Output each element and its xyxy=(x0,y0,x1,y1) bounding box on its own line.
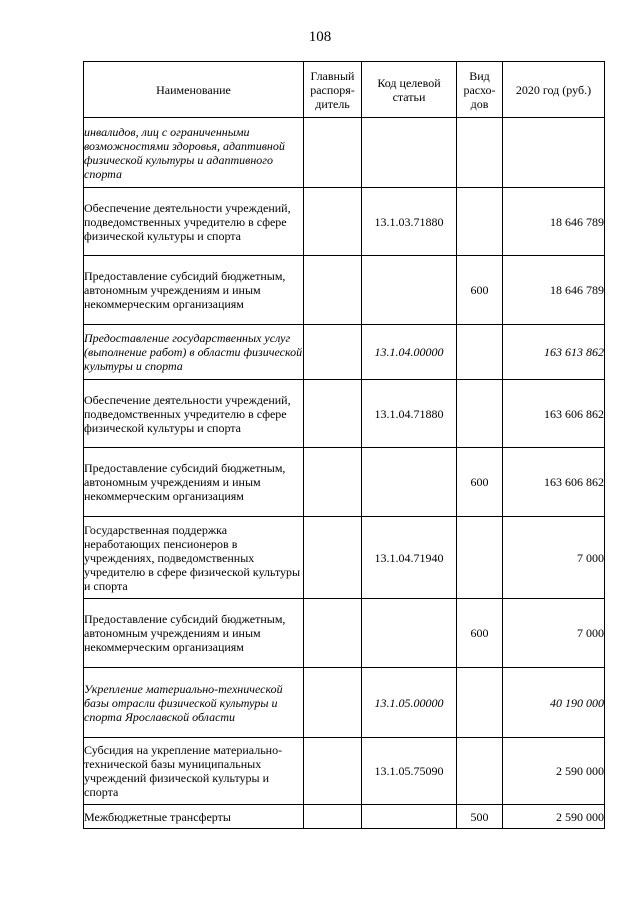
table-row xyxy=(84,668,605,738)
row-kind xyxy=(457,325,503,380)
row-kind xyxy=(457,668,503,738)
row-code xyxy=(362,599,457,668)
row-manager xyxy=(304,805,362,829)
header-kind: Вид расхо-дов xyxy=(457,62,503,118)
row-manager xyxy=(304,325,362,380)
row-name: Укрепление материально-технической базы отрасли физической культуры и спорта Ярославской области xyxy=(84,668,304,738)
row-kind: 600 xyxy=(457,256,503,325)
row-name: Межбюджетные трансферты xyxy=(84,805,304,829)
row-amount xyxy=(503,118,605,188)
row-code xyxy=(362,256,457,325)
row-kind: 500 xyxy=(457,805,503,829)
row-kind xyxy=(457,188,503,256)
row-amount: 18 646 789 xyxy=(503,188,605,256)
table-row xyxy=(84,517,605,599)
table-row xyxy=(84,380,605,448)
row-amount: 7 000 xyxy=(503,599,605,668)
row-name: Обеспечение деятельности учреждений, подведомственных учредителю в сфере физической культуры и спорта xyxy=(84,380,304,448)
table-row xyxy=(84,256,605,325)
row-amount: 40 190 000 xyxy=(503,668,605,738)
row-manager xyxy=(304,448,362,517)
row-kind xyxy=(457,380,503,448)
header-manager: Главный распоря-дитель xyxy=(304,62,362,118)
budget-table xyxy=(83,61,605,829)
row-manager xyxy=(304,118,362,188)
row-kind: 600 xyxy=(457,599,503,668)
table-row xyxy=(84,738,605,805)
row-name: Предоставление субсидий бюджетным, автономным учреждениям и иным некоммерческим организациям xyxy=(84,448,304,517)
row-name: Предоставление субсидий бюджетным, автономным учреждениям и иным некоммерческим организациям xyxy=(84,599,304,668)
header-name: Наименование xyxy=(84,62,304,118)
row-name: Субсидия на укрепление материально-технической базы муниципальных учреждений физической культуры и спорта xyxy=(84,738,304,805)
row-code: 13.1.04.71940 xyxy=(362,517,457,599)
row-manager xyxy=(304,517,362,599)
row-amount: 163 613 862 xyxy=(503,325,605,380)
row-manager xyxy=(304,599,362,668)
row-manager xyxy=(304,188,362,256)
table-row xyxy=(84,188,605,256)
row-kind: 600 xyxy=(457,448,503,517)
table-row xyxy=(84,599,605,668)
row-kind xyxy=(457,517,503,599)
row-code xyxy=(362,805,457,829)
row-name: инвалидов, лиц с ограниченными возможностями здоровья, адаптивной физической культуры и адаптивного спорта xyxy=(84,118,304,188)
row-amount: 2 590 000 xyxy=(503,805,605,829)
row-amount: 163 606 862 xyxy=(503,448,605,517)
row-code xyxy=(362,448,457,517)
row-code: 13.1.05.75090 xyxy=(362,738,457,805)
row-name: Государственная поддержка неработающих пенсионеров в учреждениях, подведомственных учредителю в сфере физической культуры и спорта xyxy=(84,517,304,599)
row-code: 13.1.05.00000 xyxy=(362,668,457,738)
table-row xyxy=(84,448,605,517)
table-row xyxy=(84,325,605,380)
row-code: 13.1.04.71880 xyxy=(362,380,457,448)
row-name: Обеспечение деятельности учреждений, подведомственных учредителю в сфере физической культуры и спорта xyxy=(84,188,304,256)
row-name: Предоставление субсидий бюджетным, автономным учреждениям и иным некоммерческим организациям xyxy=(84,256,304,325)
row-manager xyxy=(304,256,362,325)
table-row xyxy=(84,118,605,188)
row-code: 13.1.03.71880 xyxy=(362,188,457,256)
table-header-row xyxy=(84,62,605,118)
header-amount: 2020 год (руб.) xyxy=(503,62,605,118)
row-amount: 163 606 862 xyxy=(503,380,605,448)
row-manager xyxy=(304,738,362,805)
row-manager xyxy=(304,668,362,738)
row-code: 13.1.04.00000 xyxy=(362,325,457,380)
row-amount: 18 646 789 xyxy=(503,256,605,325)
row-amount: 2 590 000 xyxy=(503,738,605,805)
row-amount: 7 000 xyxy=(503,517,605,599)
table-row xyxy=(84,805,605,829)
page-number: 108 xyxy=(308,29,332,45)
row-code xyxy=(362,118,457,188)
row-manager xyxy=(304,380,362,448)
row-kind xyxy=(457,118,503,188)
header-code: Код целевой статьи xyxy=(362,62,457,118)
row-name: Предоставление государственных услуг (выполнение работ) в области физической культуры и спорта xyxy=(84,325,304,380)
row-kind xyxy=(457,738,503,805)
